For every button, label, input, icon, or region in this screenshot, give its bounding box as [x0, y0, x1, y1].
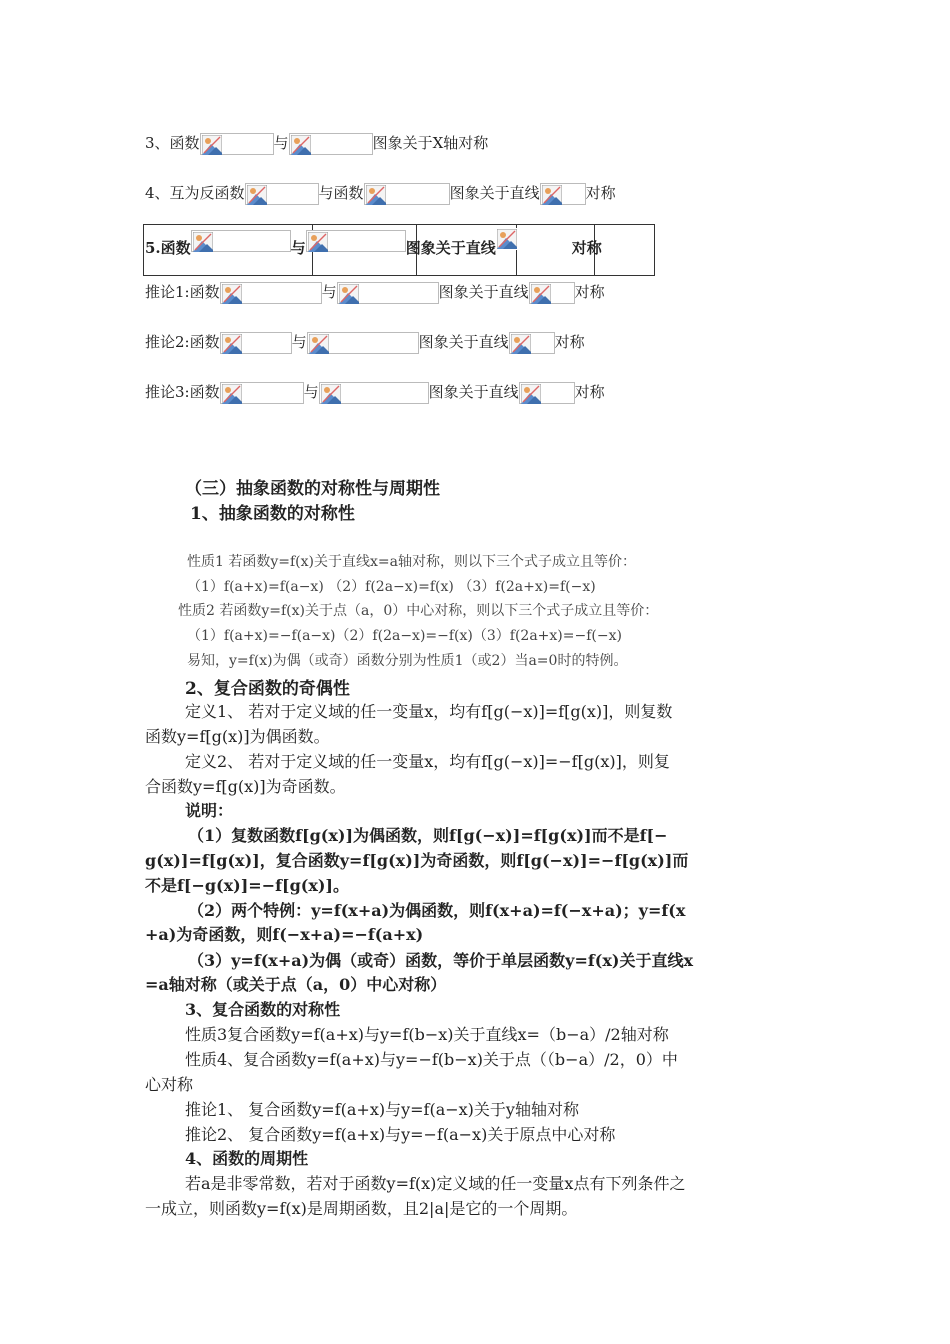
property-1-formulas: （1）f(a+x)=f(a−x) （2）f(2a−x)=f(x) （3）f(2a+x)=f(−x): [187, 579, 596, 595]
formula-image: [220, 332, 292, 354]
explanation-2: （2）两个特例：y=f(x+a)为偶函数，则f(x+a)=f(−x+a)；y=f(x: [188, 901, 686, 920]
formula-image: [364, 183, 450, 205]
formula-image: [529, 282, 575, 304]
text: 图象关于X轴对称: [372, 134, 489, 152]
corollary-1: [145, 282, 605, 304]
text: 对称: [571, 239, 602, 257]
property-4: 性质4、复合函数y=f(a+x)与y=−f(b−x)关于点（（b−a）/2，0）中: [185, 1050, 678, 1069]
explanation-3: （3）y=f(x+a)为偶（或奇）函数，等价于单层函数y=f(x)关于直线x: [188, 951, 693, 970]
formula-image: [519, 382, 575, 404]
formula-image: [496, 228, 572, 250]
formula-image: [306, 230, 406, 252]
line-4: [145, 183, 616, 205]
note-special-case: 易知，y=f(x)为偶（或奇）函数分别为性质1（或2）当a=0时的特例。: [187, 653, 628, 669]
heading-2: 2、复合函数的奇偶性: [185, 679, 350, 699]
text: 与: [291, 333, 307, 351]
text: 图象关于直线: [405, 239, 496, 257]
formula-image: [540, 183, 586, 205]
corollary-b: 推论2、 复合函数y=f(a+x)与y=−f(a−x)关于原点中心对称: [185, 1125, 616, 1144]
text: 对称: [574, 283, 605, 301]
line-5: [145, 238, 602, 260]
explanation-1-cont2: 不是f[−g(x)]=−f[g(x)]。: [145, 876, 350, 895]
text: 对称: [585, 184, 616, 202]
text: 推论2:函数: [145, 333, 220, 351]
heading-4: 4、函数的周期性: [185, 1149, 309, 1168]
heading-3: 3、复合函数的对称性: [185, 1000, 341, 1019]
heading-1: 1、抽象函数的对称性: [190, 504, 355, 524]
text: 与函数: [318, 184, 364, 202]
explanation-3-cont: =a轴对称（或关于点（a，0）中心对称）: [145, 975, 447, 994]
property-3: 性质3复合函数y=f(a+x)与y=f(b−x)关于直线x=（b−a）/2轴对称: [185, 1025, 669, 1044]
text: 图象关于直线: [438, 283, 529, 301]
explanation-label: 说明：: [185, 801, 234, 820]
property-2: 性质2 若函数y=f(x)关于点（a，0）中心对称，则以下三个式子成立且等价：: [178, 603, 659, 619]
text: 对称: [554, 333, 585, 351]
periodicity-text-cont: 一成立，则函数y=f(x)是周期函数，且2|a|是它的一个周期。: [145, 1199, 578, 1218]
formula-image: [191, 230, 291, 252]
definition-1: 定义1、 若对于定义域的任一变量x，均有f[g(−x)]=f[g(x)]，则复数: [185, 702, 673, 721]
formula-image: [289, 133, 373, 155]
property-2-formulas: （1）f(a+x)=−f(a−x)（2）f(2a−x)=−f(x)（3）f(2a+x)=−f(−x): [187, 628, 622, 644]
explanation-1: （1）复数函数f[g(x)]为偶函数，则f[g(−x)]=f[g(x)]而不是f[−: [188, 826, 668, 845]
corollary-3: [145, 382, 605, 404]
text: 3、函数: [145, 134, 200, 152]
formula-image: [220, 282, 322, 304]
text: 与: [303, 383, 319, 401]
line-3: [145, 133, 488, 155]
text: 4、互为反函数: [145, 184, 245, 202]
definition-2: 定义2、 若对于定义域的任一变量x，均有f[g(−x)]=−f[g(x)]，则复: [185, 752, 670, 771]
corollary-a: 推论1、 复合函数y=f(a+x)与y=f(a−x)关于y轴轴对称: [185, 1100, 579, 1119]
definition-1-cont: 函数y=f[g(x)]为偶函数。: [145, 727, 330, 746]
explanation-2-cont: +a)为奇函数，则f(−x+a)=−f(a+x): [145, 925, 424, 944]
formula-image: [200, 133, 274, 155]
property-4-cont: 心对称: [145, 1075, 194, 1094]
text: 与: [273, 134, 289, 152]
formula-image: [509, 332, 555, 354]
periodicity-text: 若a是非零常数，若对于函数y=f(x)定义域的任一变量x点有下列条件之: [185, 1174, 686, 1193]
text: 图象关于直线: [418, 333, 509, 351]
text: 推论1:函数: [145, 283, 220, 301]
section-title: （三）抽象函数的对称性与周期性: [185, 479, 440, 499]
text: 与: [321, 283, 337, 301]
formula-image: [245, 183, 319, 205]
corollary-2: [145, 332, 585, 354]
text: 对称: [574, 383, 605, 401]
property-1: 性质1 若函数y=f(x)关于直线x=a轴对称，则以下三个式子成立且等价：: [187, 554, 636, 570]
text: 图象关于直线: [428, 383, 519, 401]
explanation-1-cont: g(x)]=f[g(x)]，复合函数y=f[g(x)]为奇函数，则f[g(−x)]=−f[g(x)]而: [145, 851, 689, 870]
formula-image: [307, 332, 419, 354]
text: 与: [290, 239, 306, 257]
formula-image: [337, 282, 439, 304]
formula-image: [220, 382, 304, 404]
formula-image: [319, 382, 429, 404]
text: 推论3:函数: [145, 383, 220, 401]
text: 图象关于直线: [449, 184, 540, 202]
text: 5.函数: [145, 239, 191, 257]
definition-2-cont: 合函数y=f[g(x)]为奇函数。: [145, 777, 346, 796]
